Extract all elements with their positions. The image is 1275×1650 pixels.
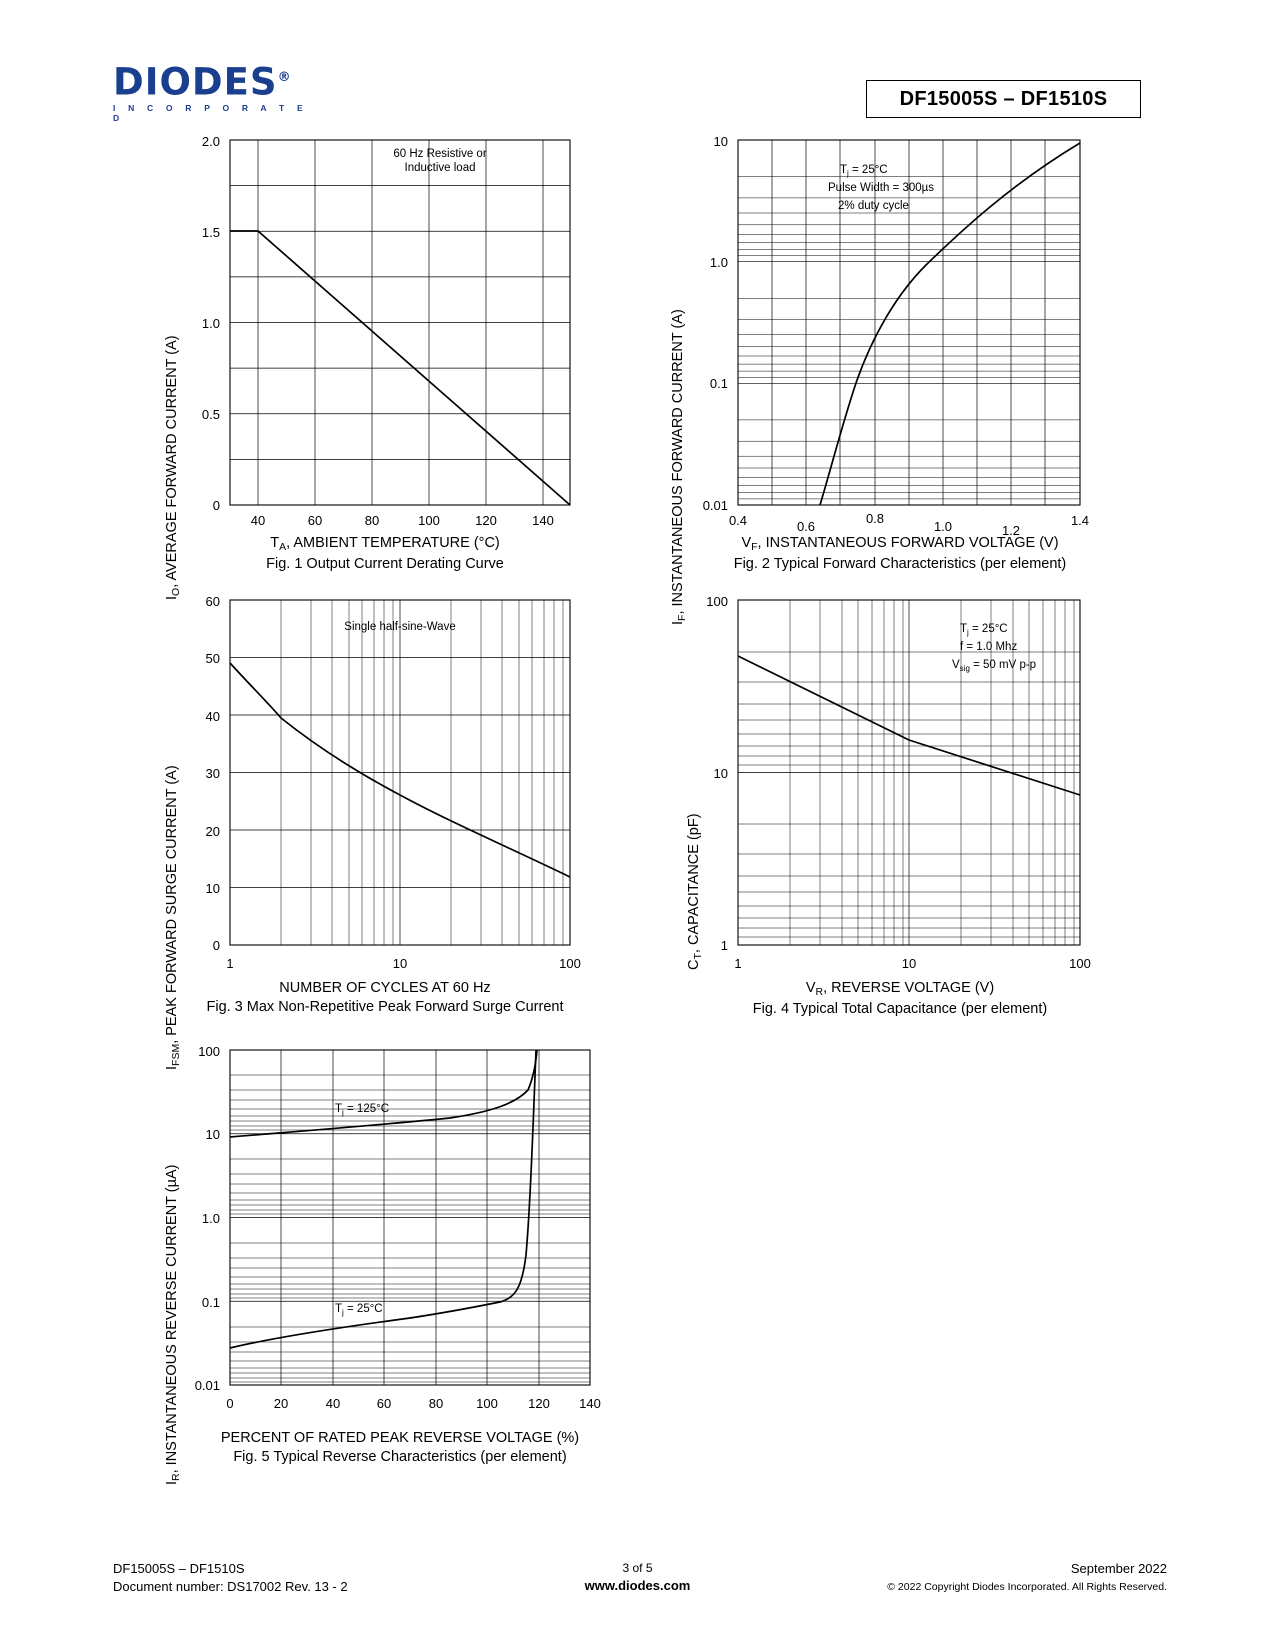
figure-2-svg bbox=[660, 125, 1100, 538]
svg-text:0: 0 bbox=[212, 498, 220, 513]
svg-text:Vsig = 50 mV p-p: $V_{sig} = 50$ mV p-p bbox=[952, 659, 1037, 673]
figure-2 bbox=[660, 125, 1100, 625]
footer-right bbox=[887, 1560, 1167, 1596]
y-title-sub: T bbox=[692, 953, 704, 960]
svg-text:20: 20 bbox=[273, 1396, 289, 1411]
svg-text:0.5: 0.5 bbox=[201, 407, 220, 422]
y-title-post: , INSTANTANEOUS FORWARD CURRENT (A) bbox=[670, 309, 686, 615]
figure-1-caption: Fig. 1 Output Current Derating Curve bbox=[266, 556, 504, 572]
figure-5-x-axis-title bbox=[190, 1430, 610, 1446]
y-title-pre: I bbox=[670, 620, 686, 625]
svg-text:60 Hz Resistive or: 60 Hz Resistive or bbox=[393, 148, 487, 160]
y-title-pre: C bbox=[686, 959, 702, 970]
svg-text:80: 80 bbox=[364, 513, 380, 528]
svg-text:10: 10 bbox=[713, 766, 728, 781]
svg-text:60: 60 bbox=[376, 1396, 392, 1411]
figure-4 bbox=[660, 590, 1100, 1019]
diodes-logo bbox=[113, 58, 323, 123]
svg-text:1.0: 1.0 bbox=[933, 519, 953, 534]
x-title-sub: F bbox=[751, 541, 758, 553]
logo-text: DIODES bbox=[113, 60, 278, 104]
y-title-pre: I bbox=[164, 595, 180, 600]
svg-text:10: 10 bbox=[901, 956, 917, 971]
x-title-pre: V bbox=[805, 980, 816, 996]
svg-text:0.01: 0.01 bbox=[702, 498, 728, 513]
svg-text:Pulse Width = 300µs: Pulse Width = 300µs bbox=[828, 182, 935, 194]
svg-text:0: 0 bbox=[212, 938, 220, 953]
svg-text:100: 100 bbox=[706, 594, 728, 609]
svg-text:140: 140 bbox=[579, 1396, 601, 1411]
figure-4-caption: Fig. 4 Typical Total Capacitance (per element) bbox=[752, 1001, 1048, 1017]
svg-text:Inductive load: Inductive load bbox=[404, 162, 476, 174]
x-title-post: , REVERSE VOLTAGE (V) bbox=[823, 980, 995, 996]
svg-text:140: 140 bbox=[532, 513, 554, 528]
y-title-post: , PEAK FORWARD SURGE CURRENT (A) bbox=[164, 765, 180, 1044]
figure-4-plot bbox=[660, 590, 1100, 970]
figure-5-y-axis-title bbox=[164, 1165, 182, 1486]
figure-5-svg bbox=[150, 1040, 610, 1420]
svg-text:40: 40 bbox=[250, 513, 266, 528]
svg-text:50: 50 bbox=[205, 651, 220, 666]
svg-text:1.2: 1.2 bbox=[1001, 523, 1021, 538]
svg-text:0.4: 0.4 bbox=[728, 513, 748, 528]
footer-document-number: Document number: DS17002 Rev. 13 - 2 bbox=[113, 1579, 348, 1594]
x-title-post: , AMBIENT TEMPERATURE (°C) bbox=[286, 535, 500, 551]
y-title-sub: FSM bbox=[170, 1043, 182, 1066]
figure-3-x-axis-title bbox=[190, 980, 580, 996]
y-title-pre: I bbox=[164, 1065, 180, 1070]
svg-text:0: 0 bbox=[226, 1396, 234, 1411]
svg-text:Tj = 25°C: $T_j = 25^\circ C$ bbox=[335, 1303, 383, 1317]
svg-text:1.0: 1.0 bbox=[201, 316, 220, 331]
svg-text:1.0: 1.0 bbox=[709, 255, 728, 270]
svg-text:10: 10 bbox=[713, 134, 728, 149]
svg-text:10: 10 bbox=[205, 1127, 220, 1142]
svg-text:100: 100 bbox=[418, 513, 440, 528]
y-title-post: , INSTANTANEOUS REVERSE CURRENT (µA) bbox=[164, 1164, 180, 1474]
x-title-pre: V bbox=[741, 535, 752, 551]
registered-mark: ® bbox=[277, 70, 292, 85]
svg-text:2.0: 2.0 bbox=[201, 134, 220, 149]
svg-text:60: 60 bbox=[205, 594, 220, 609]
y-title-post: , CAPACITANCE (pF) bbox=[686, 813, 702, 954]
svg-text:0.6: 0.6 bbox=[796, 519, 816, 534]
svg-text:0.8: 0.8 bbox=[865, 511, 885, 526]
svg-text:f = 1.0 Mhz: f = 1.0 Mhz bbox=[960, 641, 1018, 653]
x-title-post: PERCENT OF RATED PEAK REVERSE VOLTAGE (%) bbox=[220, 1430, 580, 1446]
svg-text:120: 120 bbox=[475, 513, 497, 528]
svg-text:40: 40 bbox=[205, 709, 220, 724]
svg-text:1.5: 1.5 bbox=[201, 225, 220, 240]
svg-text:60: 60 bbox=[307, 513, 323, 528]
svg-text:Tj = 125°C: $T_j = 125^\circ C$ bbox=[335, 1103, 390, 1117]
figure-2-x-axis-title bbox=[700, 535, 1100, 553]
svg-text:0.1: 0.1 bbox=[709, 376, 728, 391]
part-number-box bbox=[866, 80, 1141, 118]
figure-4-x-axis-title bbox=[700, 980, 1100, 998]
svg-text:Single half-sine-Wave: Single half-sine-Wave bbox=[344, 621, 456, 633]
figure-3-svg bbox=[150, 587, 581, 971]
logo-wordmark bbox=[113, 58, 323, 102]
svg-text:Tj = 25°C: $T_j = 25^\circ C$ bbox=[960, 623, 1008, 637]
part-number-label: DF15005S – DF1510S bbox=[899, 87, 1108, 110]
svg-text:20: 20 bbox=[205, 824, 220, 839]
x-title-post: NUMBER OF CYCLES AT 60 Hz bbox=[279, 980, 491, 996]
svg-text:1.0: 1.0 bbox=[201, 1211, 220, 1226]
y-title-sub: R bbox=[170, 1473, 182, 1481]
svg-text:10: 10 bbox=[392, 956, 408, 971]
svg-text:120: 120 bbox=[528, 1396, 550, 1411]
svg-text:40: 40 bbox=[325, 1396, 341, 1411]
figure-2-caption: Fig. 2 Typical Forward Characteristics (per element) bbox=[733, 556, 1067, 572]
y-title-sub: F bbox=[676, 614, 688, 621]
svg-text:100: 100 bbox=[1069, 956, 1091, 971]
footer-website-link[interactable]: www.diodes.com bbox=[584, 1578, 691, 1593]
svg-text:30: 30 bbox=[205, 766, 220, 781]
svg-text:100: 100 bbox=[559, 956, 581, 971]
figure-1-svg bbox=[150, 125, 580, 528]
figure-1-y-axis-title bbox=[164, 335, 182, 600]
figure-1 bbox=[150, 125, 580, 600]
x-title-pre: T bbox=[270, 535, 280, 551]
svg-text:Tj = 25°C: $T_j = 25^\circ C$ bbox=[840, 164, 888, 178]
logo-subtitle: I N C O R P O R A T E D bbox=[113, 103, 308, 124]
footer-part-number: DF15005S – DF1510S bbox=[113, 1561, 245, 1576]
x-title-sub: A bbox=[279, 541, 287, 553]
figure-4-y-axis-title bbox=[686, 813, 704, 970]
figure-5 bbox=[150, 1040, 610, 1485]
footer-date: September 2022 bbox=[1070, 1561, 1167, 1576]
footer-page-number: 3 of 5 bbox=[622, 1561, 653, 1575]
svg-text:10: 10 bbox=[205, 881, 220, 896]
figure-3-caption: Fig. 3 Max Non-Repetitive Peak Forward Surge Current bbox=[206, 999, 564, 1015]
svg-text:100: 100 bbox=[476, 1396, 498, 1411]
figure-5-caption: Fig. 5 Typical Reverse Characteristics (per element) bbox=[233, 1449, 567, 1465]
figure-1-x-axis-title bbox=[190, 535, 580, 553]
svg-text:0.01: 0.01 bbox=[194, 1378, 220, 1393]
svg-text:1: 1 bbox=[720, 938, 728, 953]
figure-3-y-axis-title bbox=[164, 765, 182, 1070]
svg-text:1: 1 bbox=[734, 956, 742, 971]
y-title-post: , AVERAGE FORWARD CURRENT (A) bbox=[164, 335, 180, 588]
figure-3 bbox=[150, 587, 581, 1070]
svg-text:1.4: 1.4 bbox=[1070, 513, 1090, 528]
svg-text:1: 1 bbox=[226, 956, 234, 971]
svg-text:80: 80 bbox=[428, 1396, 444, 1411]
y-title-sub: O bbox=[170, 587, 182, 596]
svg-text:2% duty cycle: 2% duty cycle bbox=[838, 200, 909, 212]
footer-copyright: © 2022 Copyright Diodes Incorporated. All Rights Reserved. bbox=[887, 1581, 1167, 1593]
svg-text:0.1: 0.1 bbox=[201, 1295, 220, 1310]
figure-4-svg bbox=[660, 590, 1100, 970]
svg-text:100: 100 bbox=[198, 1044, 220, 1059]
page-header bbox=[0, 0, 1275, 124]
y-title-pre: I bbox=[164, 1480, 180, 1485]
x-title-post: , INSTANTANEOUS FORWARD VOLTAGE (V) bbox=[757, 535, 1059, 551]
x-title-sub: R bbox=[815, 986, 824, 998]
figure-2-y-axis-title bbox=[670, 309, 688, 625]
